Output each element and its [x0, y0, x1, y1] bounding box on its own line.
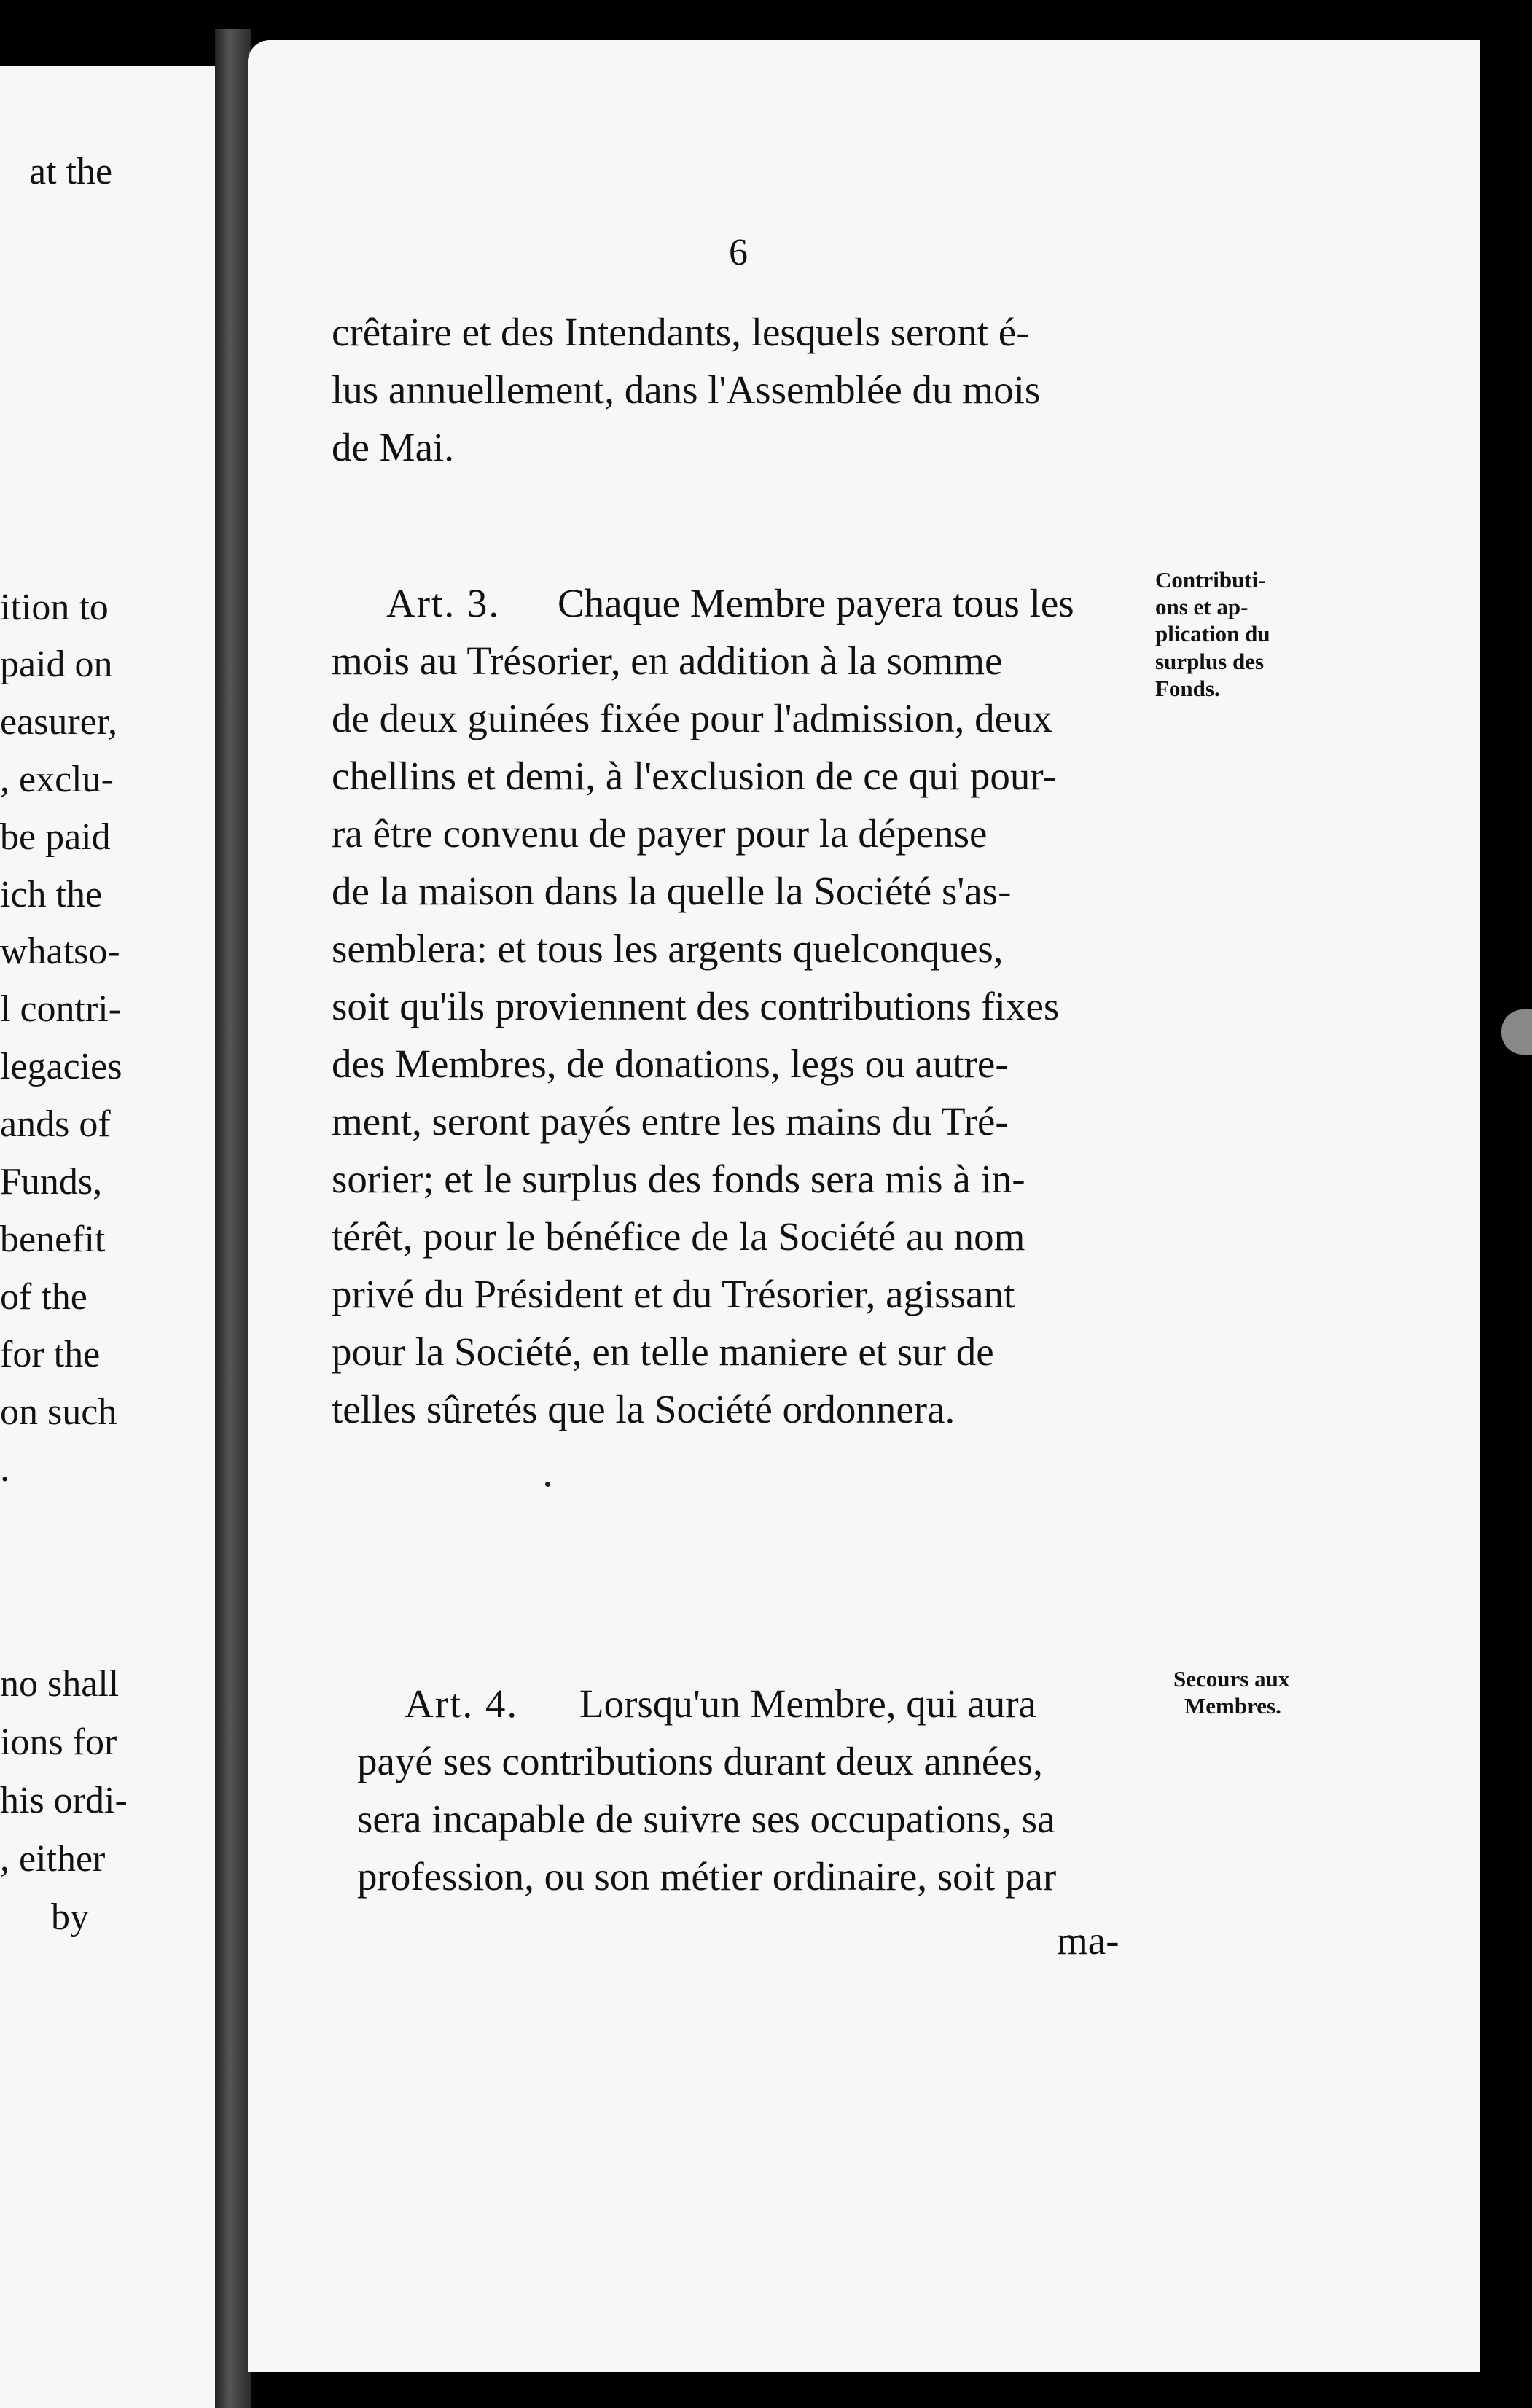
margin-note-line: Membres. — [1184, 1693, 1281, 1719]
left-line: be paid — [0, 816, 111, 858]
text-line: sera incapable de suivre ses occupations, sa — [357, 1797, 1055, 1841]
text-line: privé du Président et du Trésorier, agissant — [332, 1272, 1015, 1316]
left-line: Funds, — [0, 1161, 103, 1203]
left-line: . — [0, 1448, 9, 1490]
left-line: for the — [0, 1334, 101, 1375]
text-line: Chaque Membre payera tous les — [558, 581, 1074, 625]
text-line: sorier; et le surplus des fonds sera mis à in- — [332, 1157, 1025, 1201]
left-line: ions for — [0, 1721, 117, 1763]
margin-note-line: Contributi- — [1155, 567, 1266, 593]
right-page — [248, 40, 1480, 2372]
left-line: whatso- — [0, 931, 120, 972]
text-line: ra être convenu de payer pour la dépense — [332, 811, 988, 856]
left-line: easurer, — [0, 701, 118, 743]
text-line: telles sûretés que la Société ordonnera. — [332, 1387, 955, 1431]
margin-note-art4 — [1173, 1665, 1289, 1719]
left-line: his ordi- — [0, 1780, 128, 1821]
text-line: semblera: et tous les argents quelconques, — [332, 926, 1004, 971]
margin-note-art3 — [1155, 566, 1270, 702]
page-edge-mark — [1501, 1009, 1532, 1055]
text-line: soit qu'ils proviennent des contributions fixes — [332, 984, 1060, 1028]
left-line: paid on — [0, 644, 113, 685]
text-line: de la maison dans la quelle la Société s'as- — [332, 869, 1012, 913]
left-line: , either — [0, 1838, 106, 1880]
margin-note-line: Secours aux — [1173, 1666, 1290, 1692]
text-line: térêt, pour le bénéfice de la Société au nom — [332, 1214, 1025, 1259]
text-line: de deux guinées fixée pour l'admission, deux — [332, 696, 1052, 740]
text-line: mois au Trésorier, en addition à la somme — [332, 638, 1003, 683]
text-line: payé ses contributions durant deux années, — [357, 1739, 1043, 1783]
left-line: on such — [0, 1391, 117, 1433]
page-number: 6 — [729, 232, 748, 273]
left-line: ich the — [0, 874, 103, 915]
text-line: Lorsqu'un Membre, qui aura — [579, 1681, 1036, 1726]
left-page — [0, 66, 219, 2408]
speck — [545, 1482, 550, 1487]
article-label: Art. 4. — [405, 1681, 519, 1726]
left-line: ands of — [0, 1103, 111, 1145]
text-line: profession, ou son métier ordinaire, soit par — [357, 1854, 1057, 1899]
left-line: benefit — [0, 1219, 106, 1260]
catchword: ma- — [1057, 1918, 1119, 1963]
book-gutter — [215, 29, 251, 2408]
left-line: l contri- — [0, 988, 122, 1030]
text-line: crêtaire et des Intendants, lesquels seront é- — [332, 310, 1030, 354]
text-line: des Membres, de donations, legs ou autre- — [332, 1041, 1009, 1086]
left-line: no shall — [0, 1663, 120, 1705]
left-line: legacies — [0, 1046, 122, 1087]
text-line: lus annuellement, dans l'Assemblée du mois — [332, 367, 1041, 412]
text-line: de Mai. — [332, 425, 455, 469]
margin-note-line: surplus des — [1155, 648, 1265, 674]
left-line: of the — [0, 1276, 87, 1318]
text-line: pour la Société, en telle maniere et sur de — [332, 1329, 994, 1374]
left-line: by — [51, 1896, 89, 1938]
article-label: Art. 3. — [386, 581, 501, 625]
left-line: , exclu- — [0, 759, 114, 800]
margin-note-line: Fonds. — [1155, 675, 1220, 701]
text-line: ment, seront payés entre les mains du Tré- — [332, 1099, 1009, 1144]
margin-note-line: ons et ap- — [1155, 594, 1248, 620]
left-line: ition to — [0, 587, 109, 628]
text-line: chellins et demi, à l'exclusion de ce qui pour- — [332, 754, 1056, 798]
left-line: at the — [29, 151, 113, 192]
margin-note-line: plication du — [1155, 621, 1270, 647]
